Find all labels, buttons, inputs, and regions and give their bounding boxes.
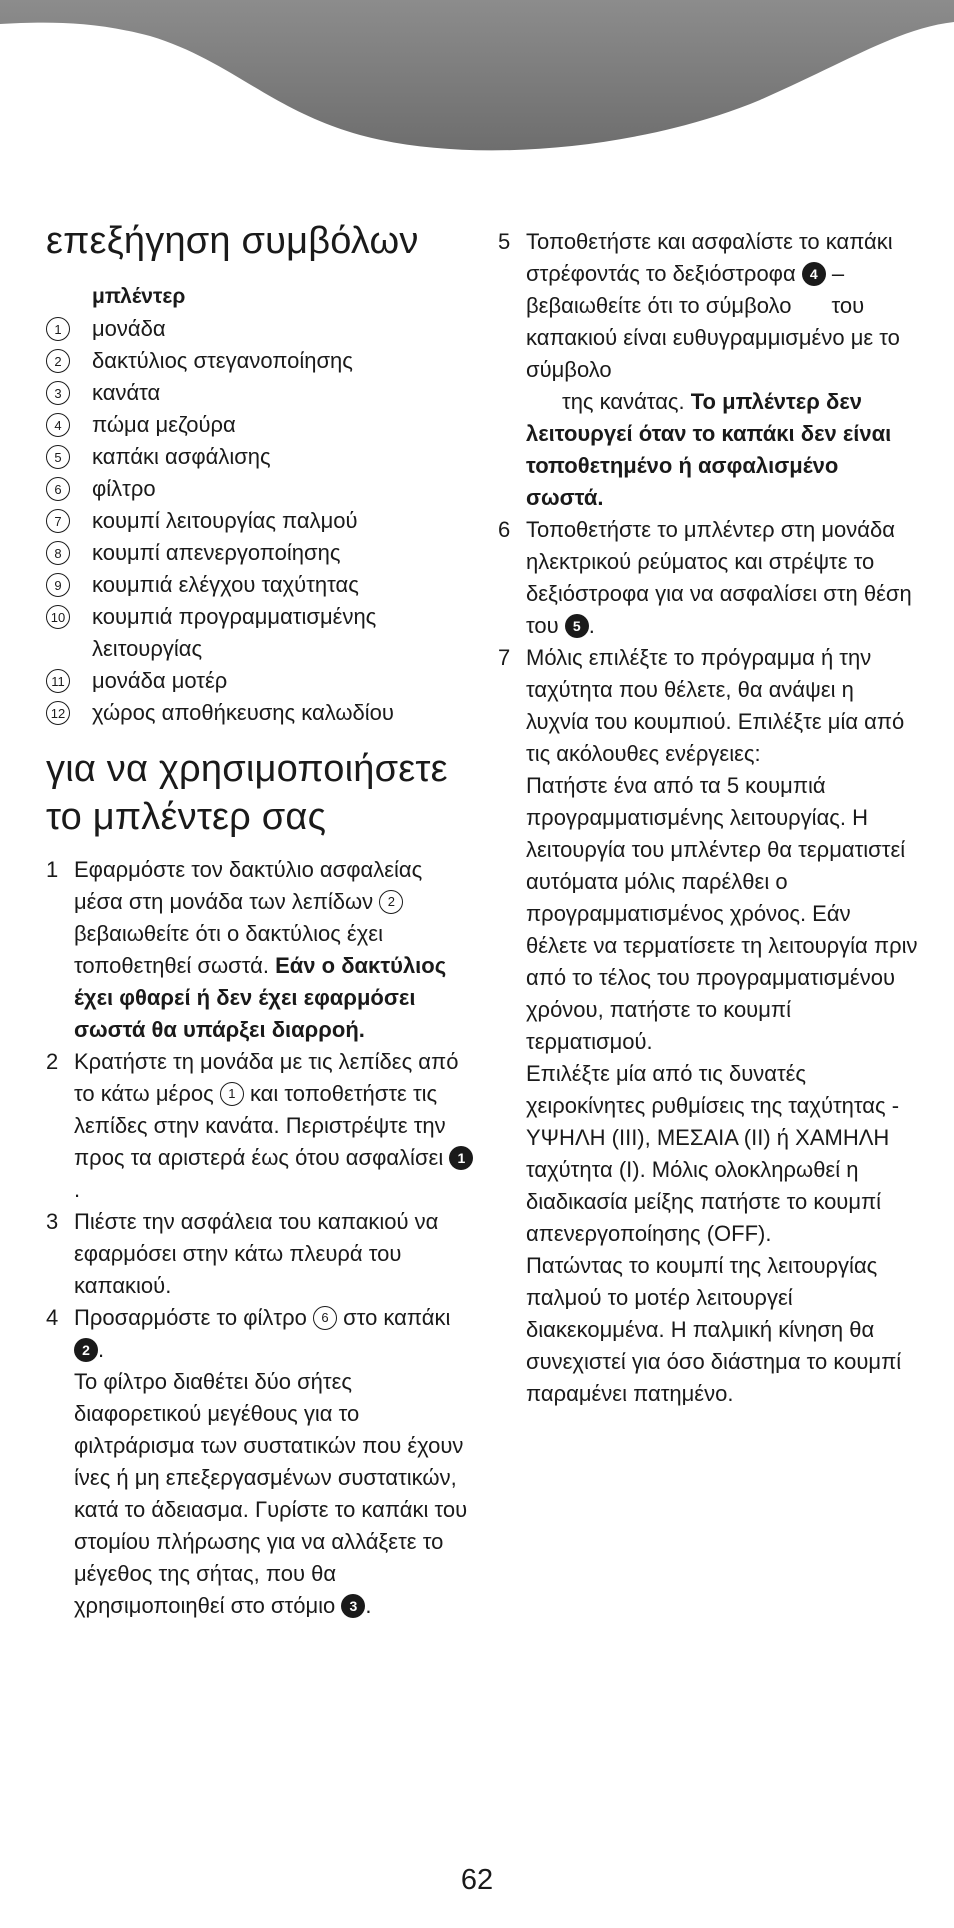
legend-item bbox=[46, 313, 476, 345]
legend-number-circled: 3 bbox=[46, 381, 70, 405]
step-number: 2 bbox=[46, 1049, 59, 1074]
step-paragraph: Μόλις επιλέξτε το πρόγραμμα ή την ταχύτητα που θέλετε, θα ανάψει η λυχνία του κουμπιού. Επιλέξτε μία από τις ακόλουθες ενέργειες: bbox=[526, 645, 905, 766]
figure-ref-dot: 4 bbox=[802, 262, 826, 286]
legend-heading: μπλέντερ bbox=[92, 285, 186, 308]
legend-item bbox=[46, 537, 476, 569]
legend-item bbox=[46, 601, 476, 665]
step-text: – βεβαιωθείτε ότι το σύμβολο bbox=[526, 261, 845, 318]
step-text: και τοποθετήστε τις λεπίδες στην κανάτα. Περιστρέψτε την προς τα αριστερά έως ότου ασφαλίσει bbox=[74, 1081, 446, 1170]
legend-item bbox=[46, 409, 476, 441]
legend-label: μονάδα bbox=[92, 316, 166, 341]
step-2 bbox=[46, 1046, 476, 1206]
step-warning: Το μπλέντερ δεν λειτουργεί όταν το καπάκι δεν είναι τοποθετημένο ή ασφαλισμένο σωστά. bbox=[526, 389, 892, 510]
legend-item bbox=[46, 345, 476, 377]
legend-label: φίλτρο bbox=[92, 476, 156, 501]
lock-symbol-placeholder bbox=[791, 297, 831, 317]
legend-label: μονάδα μοτέρ bbox=[92, 668, 228, 693]
legend-label: καπάκι ασφάλισης bbox=[92, 444, 271, 469]
step-4 bbox=[46, 1302, 476, 1622]
legend-label: κουμπί λειτουργίας παλμού bbox=[92, 508, 358, 533]
part-ref-circled: 1 bbox=[220, 1082, 244, 1106]
legend-item bbox=[46, 697, 476, 729]
step-6 bbox=[498, 514, 918, 642]
step-paragraph: Πατώντας το κουμπί της λειτουργίας παλμού το μοτέρ λειτουργεί διακεκομμένα. Η παλμική κίνηση θα συνεχιστεί για όσο διάστημα το κουμπί παραμένει πατημένο. bbox=[526, 1253, 902, 1406]
step-text-end: . bbox=[98, 1337, 105, 1362]
step-number: 5 bbox=[498, 229, 511, 254]
legend-number-circled: 6 bbox=[46, 477, 70, 501]
legend-number-circled: 11 bbox=[46, 669, 70, 693]
legend-item bbox=[46, 665, 476, 697]
step-text-end: . bbox=[365, 1593, 372, 1618]
legend-label: κουμπί απενεργοποίησης bbox=[92, 540, 341, 565]
step-text: Πιέστε την ασφάλεια του καπακιού να εφαρμόσει στην κάτω πλευρά του καπακιού. bbox=[74, 1209, 439, 1298]
figure-ref-dot: 2 bbox=[74, 1338, 98, 1362]
step-paragraph: Το φίλτρο διαθέτει δύο σήτες διαφορετικού μεγέθους για το φιλτράρισμα των συστατικών που έχουν ίνες ή μη επεξεργασμένων συστατικών, κατά το άδειασμα. Γυρίστε το καπάκι του στομίου πλήρωσης για να αλλάξετε το μέγεθος της σήτας, που θα χρησιμοποιηθεί στο στόμιο bbox=[74, 1369, 468, 1618]
step-3 bbox=[46, 1206, 476, 1302]
legend-label: πώμα μεζούρα bbox=[92, 412, 236, 437]
legend-item bbox=[46, 377, 476, 409]
step-text: βεβαιωθείτε ότι ο δακτύλιος έχει τοποθετηθεί σωστά. bbox=[74, 921, 383, 978]
step-text: του καπακιού είναι ευθυγραμμισμένο με το σύμβολο bbox=[526, 293, 900, 382]
legend-item bbox=[46, 569, 476, 601]
steps-left bbox=[46, 854, 476, 1622]
legend-number-circled: 5 bbox=[46, 445, 70, 469]
legend-item bbox=[46, 505, 476, 537]
step-warning: Εάν ο δακτύλιος έχει φθαρεί ή δεν έχει εφαρμόσει σωστά θα υπάρξει διαρροή. bbox=[74, 953, 447, 1042]
step-text: Προσαρμόστε το φίλτρο bbox=[74, 1305, 307, 1330]
legend-number-circled: 12 bbox=[46, 701, 70, 725]
part-ref-circled: 2 bbox=[379, 890, 403, 914]
step-text-end: . bbox=[588, 613, 595, 638]
step-text: της κανάτας. bbox=[562, 389, 685, 414]
step-5 bbox=[498, 226, 918, 514]
step-1 bbox=[46, 854, 476, 1046]
step-number: 4 bbox=[46, 1305, 59, 1330]
step-paragraph: Επιλέξτε μία από τις δυνατές χειροκίνητες ρυθμίσεις της ταχύτητας - ΥΨΗΛΗ (III), ΜΕΣΑΙΑ (II) ή ΧΑΜΗΛΗ ταχύτητα (I). Μόλις ολοκληρωθεί η διαδικασία μείξης πατήστε το κουμπί απενεργοποίησης (OFF). bbox=[526, 1061, 900, 1246]
figure-ref-dot: 5 bbox=[565, 614, 589, 638]
title-symbols: επεξήγηση συμβόλων bbox=[46, 220, 419, 262]
legend-number-circled: 2 bbox=[46, 349, 70, 373]
step-text: Τοποθετήστε το μπλέντερ στη μονάδα ηλεκτρικού ρεύματος και στρέψτε το δεξιόστροφα για να ασφαλίσει στη θέση του bbox=[526, 517, 912, 638]
step-number: 3 bbox=[46, 1209, 59, 1234]
legend-number-circled: 8 bbox=[46, 541, 70, 565]
figure-ref-dot: 1 bbox=[449, 1146, 473, 1170]
legend-list bbox=[46, 313, 476, 729]
legend-item bbox=[46, 441, 476, 473]
legend-label: χώρος αποθήκευσης καλωδίου bbox=[92, 700, 394, 725]
legend-number-circled: 4 bbox=[46, 413, 70, 437]
step-paragraph: Πατήστε ένα από τα 5 κουμπιά προγραμματισμένης λειτουργίας. Η λειτουργία του μπλέντερ θα τερματιστεί αυτόματα μόλις παρέλθει ο προγραμματισμένος χρόνος. Εάν θέλετε να τερματίσετε τη λειτουργία πριν από το τέλος του προγραμματισμένου χρόνου, πατήστε το κουμπί τερματισμού. bbox=[526, 773, 918, 1054]
arrow-symbol-placeholder bbox=[526, 393, 562, 413]
step-text: Κρατήστε τη μονάδα με τις λεπίδες από το κάτω μέρος bbox=[74, 1049, 459, 1106]
legend-label: δακτύλιος στεγανοποίησης bbox=[92, 348, 353, 373]
step-number: 6 bbox=[498, 517, 511, 542]
step-text: Τοποθετήστε και ασφαλίστε το καπάκι στρέφοντάς το δεξιόστροφα bbox=[526, 229, 893, 286]
figure-ref-dot: 3 bbox=[341, 1594, 365, 1618]
step-text-end: . bbox=[74, 1177, 81, 1202]
step-number: 1 bbox=[46, 857, 59, 882]
step-number: 7 bbox=[498, 645, 511, 670]
legend-label: κουμπιά ελέγχου ταχύτητας bbox=[92, 572, 359, 597]
legend-label: κανάτα bbox=[92, 380, 161, 405]
step-7 bbox=[498, 642, 918, 1410]
legend-number-circled: 10 bbox=[46, 605, 70, 629]
title-use-line2: το μπλέντερ σας bbox=[46, 796, 327, 838]
top-wave-band bbox=[0, 0, 954, 160]
symbols-legend bbox=[46, 281, 476, 729]
legend-item bbox=[46, 473, 476, 505]
legend-number-circled: 1 bbox=[46, 317, 70, 341]
legend-label: κουμπιά προγραμματισμένης λειτουργίας bbox=[92, 604, 377, 661]
legend-number-circled: 9 bbox=[46, 573, 70, 597]
title-use-line1: για να χρησιμοποιήσετε bbox=[46, 748, 448, 790]
part-ref-circled: 6 bbox=[313, 1306, 337, 1330]
step-text: στο καπάκι bbox=[343, 1305, 451, 1330]
legend-number-circled: 7 bbox=[46, 509, 70, 533]
page-number: 62 bbox=[460, 1864, 494, 1896]
step-text: Εφαρμόστε τον δακτύλιο ασφαλείας μέσα στη μονάδα των λεπίδων bbox=[74, 857, 423, 914]
steps-right bbox=[498, 226, 918, 1410]
